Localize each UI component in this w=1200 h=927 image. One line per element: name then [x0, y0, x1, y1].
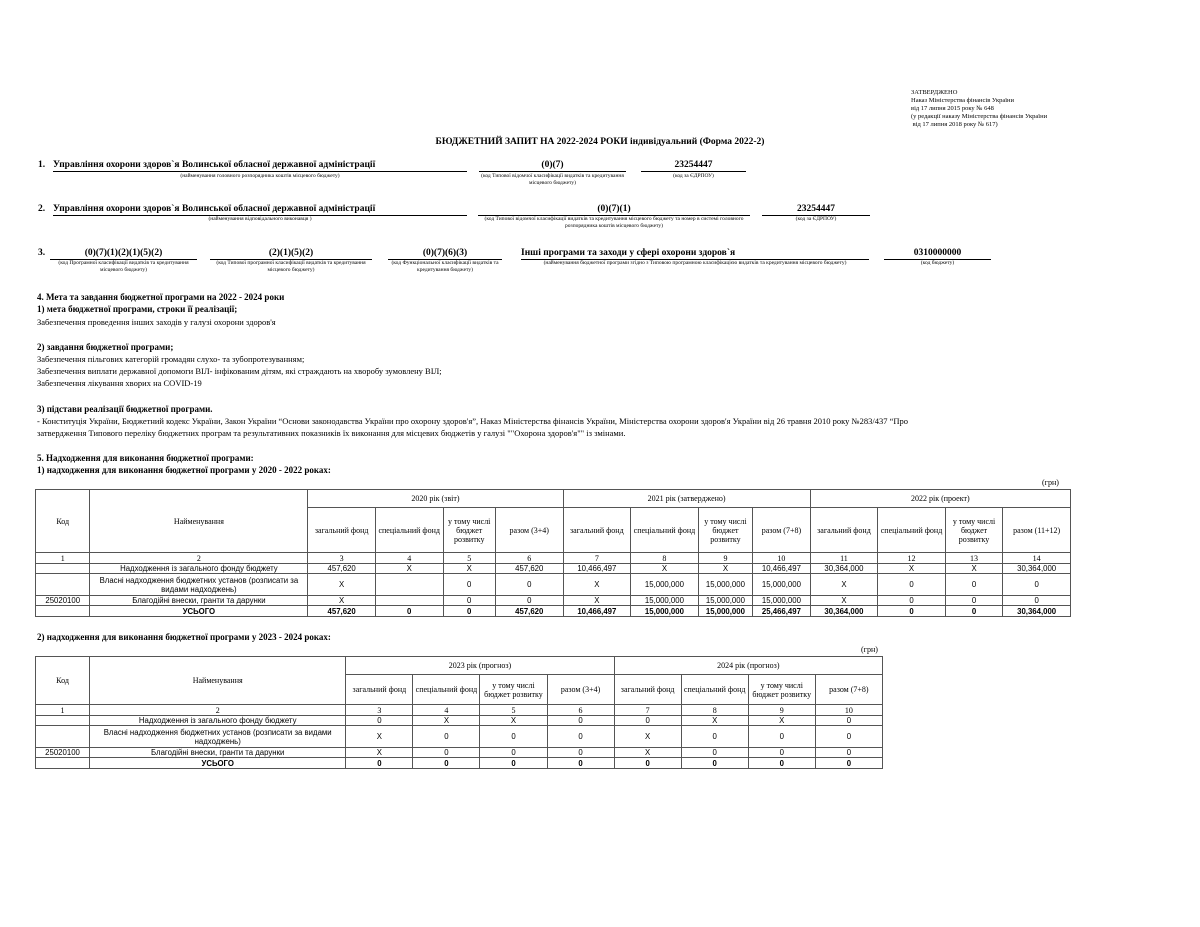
table-cell: X: [681, 716, 748, 726]
field2-number: 2.: [38, 204, 46, 214]
total-cell: 15,000,000: [698, 606, 752, 617]
field1-code: (0)(7): [479, 159, 626, 172]
column-index: 7: [563, 553, 631, 564]
total-cell: 457,620: [308, 606, 376, 617]
table-cell: 0: [614, 716, 681, 726]
approval-block: [911, 89, 1091, 129]
field2-name-caption: (найменування відповідального виконавця ): [208, 216, 312, 222]
column-subheader: у тому числі бюджет розвитку: [748, 675, 815, 705]
table-cell: 457,620: [495, 564, 563, 574]
column-subheader: спеціальний фонд: [878, 508, 946, 553]
table-cell: [36, 726, 90, 748]
table-row: [36, 726, 883, 748]
section4-heading: 4. Мета та завдання бюджетної програми на 2022 - 2024 роки: [37, 292, 285, 302]
table-cell: Власні надходження бюджетних установ (розписати за видами надходжень): [90, 726, 346, 748]
column-index: 3: [346, 705, 413, 716]
field3-program-name: Інші програми та заходи у сфері охорони здоров`я: [521, 247, 869, 260]
column-subheader: у тому числі бюджет розвитку: [443, 508, 495, 553]
column-index: 11: [810, 553, 878, 564]
column-index: 6: [547, 705, 614, 716]
table-index-row: [36, 553, 1071, 564]
total-cell: 0: [614, 758, 681, 769]
total-cell: [36, 758, 90, 769]
table-cell: X: [480, 716, 547, 726]
col-code-header: Код: [36, 490, 90, 553]
column-subheader: спеціальний фонд: [681, 675, 748, 705]
table-cell: 0: [1003, 574, 1071, 596]
year-header: 2023 рік (прогноз): [346, 657, 614, 675]
column-index: 9: [698, 553, 752, 564]
task-item: Забезпечення виплати державної допомоги ВІЛ- інфікованим дітям, які страждають на хворобу зумовлену ВІЛ;: [37, 366, 442, 376]
column-index: 8: [681, 705, 748, 716]
column-index: 1: [36, 553, 90, 564]
table-cell: 15,000,000: [631, 574, 699, 596]
table-cell: 15,000,000: [698, 596, 752, 606]
total-cell: 0: [878, 606, 946, 617]
table-header-row: [36, 657, 883, 675]
column-index: 5: [480, 705, 547, 716]
column-index: 5: [443, 553, 495, 564]
column-subheader: спеціальний фонд: [631, 508, 699, 553]
column-subheader: у тому числі бюджет розвитку: [480, 675, 547, 705]
total-cell: 0: [413, 758, 480, 769]
table-cell: 10,466,497: [563, 564, 631, 574]
field3-typical-code: (2)(1)(5)(2): [210, 247, 372, 260]
column-subheader: загальний фонд: [563, 508, 631, 553]
total-cell: 0: [480, 758, 547, 769]
table-row: [36, 748, 883, 758]
table-cell: X: [614, 748, 681, 758]
field1-edrpou: 23254447: [641, 159, 746, 172]
table-cell: [36, 716, 90, 726]
table-cell: 0: [547, 726, 614, 748]
table-cell: 10,466,497: [753, 564, 810, 574]
column-index: 10: [815, 705, 882, 716]
total-cell: 0: [815, 758, 882, 769]
table-cell: X: [945, 564, 1002, 574]
total-cell: 30,364,000: [1003, 606, 1071, 617]
year-header: 2022 рік (проект): [810, 490, 1070, 508]
approval-line: ЗАТВЕРДЖЕНО: [911, 89, 958, 96]
field3-program-code: (0)(7)(1)(2)(1)(5)(2): [50, 247, 197, 260]
table-cell: Благодійні внески, гранти та дарунки: [90, 596, 308, 606]
table-cell: X: [810, 596, 878, 606]
table-cell: 0: [480, 748, 547, 758]
column-index: 4: [375, 553, 443, 564]
table-cell: 15,000,000: [631, 596, 699, 606]
section5-heading: 5. Надходження для виконання бюджетної програми:: [37, 453, 254, 463]
section5-sub2-heading: 2) надходження для виконання бюджетної програми у 2023 - 2024 роках:: [37, 632, 331, 642]
table-total-row: [36, 758, 883, 769]
table-cell: 0: [815, 748, 882, 758]
total-cell: 10,466,497: [563, 606, 631, 617]
table-cell: 0: [681, 748, 748, 758]
column-index: 9: [748, 705, 815, 716]
table-header-row: [36, 490, 1071, 508]
table-cell: 25020100: [36, 748, 90, 758]
column-subheader: спеціальний фонд: [375, 508, 443, 553]
year-header: 2020 рік (звіт): [308, 490, 563, 508]
column-index: 4: [413, 705, 480, 716]
table-cell: X: [563, 596, 631, 606]
total-cell: 15,000,000: [631, 606, 699, 617]
field2-edrpou: 23254447: [762, 203, 870, 216]
table-cell: 0: [1003, 596, 1071, 606]
column-subheader: разом (7+8): [753, 508, 810, 553]
total-cell: 25,466,497: [753, 606, 810, 617]
table-cell: X: [375, 564, 443, 574]
table-cell: 0: [495, 574, 563, 596]
column-index: 7: [614, 705, 681, 716]
total-cell: 457,620: [495, 606, 563, 617]
table-cell: X: [631, 564, 699, 574]
table-cell: 15,000,000: [698, 574, 752, 596]
total-cell: 30,364,000: [810, 606, 878, 617]
column-index: 12: [878, 553, 946, 564]
year-header: 2024 рік (прогноз): [614, 657, 882, 675]
table-cell: 30,364,000: [810, 564, 878, 574]
table-cell: 0: [547, 716, 614, 726]
table-cell: 0: [748, 748, 815, 758]
table-cell: 0: [815, 726, 882, 748]
total-cell: [36, 606, 90, 617]
column-index: 10: [753, 553, 810, 564]
field1-number: 1.: [38, 160, 46, 170]
table-cell: X: [698, 564, 752, 574]
total-cell: УСЬОГО: [90, 758, 346, 769]
column-subheader: спеціальний фонд: [413, 675, 480, 705]
field3-budget-code-caption: (код бюджету): [920, 260, 955, 266]
goal-heading: 1) мета бюджетної програми, строки її реалізації;: [37, 304, 238, 314]
section5-sub1-heading: 1) надходження для виконання бюджетної програми у 2020 - 2022 роках:: [37, 465, 331, 475]
table-cell: X: [346, 726, 413, 748]
column-index: 6: [495, 553, 563, 564]
table-cell: 0: [815, 716, 882, 726]
column-subheader: у тому числі бюджет розвитку: [698, 508, 752, 553]
column-subheader: разом (7+8): [815, 675, 882, 705]
document-title: БЮДЖЕТНИЙ ЗАПИТ НА 2022-2024 РОКИ індивідуальний (Форма 2022-2): [435, 137, 765, 147]
field3-typical-code-caption: (код Типової програмної класифікації видатків та кредитування місцевого бюджету): [216, 260, 366, 273]
approval-line: від 17 липня 2015 року № 648: [911, 105, 994, 112]
receipts-table-2020-2022: [35, 489, 1071, 617]
year-header: 2021 рік (затверджено): [563, 490, 810, 508]
table-cell: 0: [748, 726, 815, 748]
table-cell: Надходження із загального фонду бюджету: [90, 716, 346, 726]
table-cell: X: [308, 574, 376, 596]
field3-functional-code-caption: (код Функціональної класифікації видатків та кредитування бюджету): [391, 260, 499, 273]
column-index: 13: [945, 553, 1002, 564]
table-row: [36, 574, 1071, 596]
table-cell: X: [413, 716, 480, 726]
col-name-header: Найменування: [90, 490, 308, 553]
task-item: Забезпечення пільгових категорій громадян слухо- та зубопротезуванням;: [37, 354, 305, 364]
table-index-row: [36, 705, 883, 716]
goal-text: Забезпечення проведення інших заходів у галузі охорони здоров'я: [37, 317, 276, 327]
total-cell: 0: [748, 758, 815, 769]
receipts-table-2023-2024: [35, 656, 883, 769]
field1-edrpou-caption: (код за ЄДРПОУ): [673, 173, 714, 179]
table-cell: [375, 596, 443, 606]
column-subheader: загальний фонд: [308, 508, 376, 553]
approval-line: Наказ Міністерства фінансів України: [911, 97, 1014, 104]
approval-line: від 17 липня 2018 року № 617): [911, 121, 998, 128]
field2-code-caption: (код Типової відомчої класифікації видатків та кредитування місцевого бюджету та номер в системі головного розпорядника коштів місцевого бюджету): [484, 216, 744, 229]
total-cell: 0: [681, 758, 748, 769]
column-subheader: загальний фонд: [614, 675, 681, 705]
column-index: 8: [631, 553, 699, 564]
approval-line: (у редакції наказу Міністерства фінансів України: [911, 113, 1048, 120]
total-cell: 0: [443, 606, 495, 617]
table-cell: 457,620: [308, 564, 376, 574]
table-cell: Власні надходження бюджетних установ (розписати за видами надходжень): [90, 574, 308, 596]
table-cell: X: [810, 574, 878, 596]
table-cell: 30,364,000: [1003, 564, 1071, 574]
field2-code: (0)(7)(1): [478, 203, 750, 216]
table-cell: 0: [495, 596, 563, 606]
field3-program-code-caption: (код Програмної класифікації видатків та кредитування місцевого бюджету): [58, 260, 189, 273]
table-cell: X: [748, 716, 815, 726]
total-cell: 0: [375, 606, 443, 617]
column-subheader: разом (11+12): [1003, 508, 1071, 553]
field1-name-caption: (найменування головного розпорядника коштів місцевого бюджету): [180, 173, 340, 179]
field3-functional-code: (0)(7)(6)(3): [388, 247, 502, 260]
column-index: 2: [90, 705, 346, 716]
column-index: 1: [36, 705, 90, 716]
col-code-header: Код: [36, 657, 90, 705]
table2-unit: (грн): [861, 645, 878, 654]
table-cell: X: [878, 564, 946, 574]
column-subheader: разом (3+4): [495, 508, 563, 553]
table-cell: 0: [443, 596, 495, 606]
table-cell: 0: [878, 574, 946, 596]
table-cell: X: [443, 564, 495, 574]
table-row: [36, 716, 883, 726]
field1-name: Управління охорони здоров`я Волинської обласної державної адміністрації: [53, 159, 467, 172]
total-cell: 0: [346, 758, 413, 769]
table-cell: 0: [681, 726, 748, 748]
column-index: 3: [308, 553, 376, 564]
table-cell: [36, 564, 90, 574]
basis-text: затвердження Типового переліку бюджетних програм та результативних показників їх виконання для місцевих бюджетів у галузі ""Охорона здоров'я"" із змінами.: [37, 428, 626, 438]
table1-unit: (грн): [1042, 478, 1059, 487]
table-cell: X: [308, 596, 376, 606]
table-row: [36, 564, 1071, 574]
column-subheader: разом (3+4): [547, 675, 614, 705]
table-cell: 0: [413, 726, 480, 748]
table-cell: [375, 574, 443, 596]
table-cell: 0: [480, 726, 547, 748]
table-cell: 15,000,000: [753, 596, 810, 606]
table-cell: X: [563, 574, 631, 596]
basis-heading: 3) підстави реалізації бюджетної програми.: [37, 404, 213, 414]
table-cell: 0: [413, 748, 480, 758]
field3-budget-code: 0310000000: [884, 247, 991, 260]
column-subheader: загальний фонд: [810, 508, 878, 553]
table-cell: 0: [945, 574, 1002, 596]
total-cell: 0: [945, 606, 1002, 617]
table-cell: 0: [443, 574, 495, 596]
field3-program-name-caption: (найменування бюджетної програми згідно з Типовою програмною класифікацією видатків та кредитування місцевого бюджету): [543, 260, 847, 266]
field1-code-caption: (код Типової відомчої класифікації видатків та кредитування місцевого бюджету): [481, 173, 624, 186]
total-cell: УСЬОГО: [90, 606, 308, 617]
tasks-heading: 2) завдання бюджетної програми;: [37, 342, 174, 352]
col-name-header: Найменування: [90, 657, 346, 705]
column-index: 14: [1003, 553, 1071, 564]
table-cell: 15,000,000: [753, 574, 810, 596]
table-cell: 0: [945, 596, 1002, 606]
field2-name: Управління охорони здоров`я Волинської обласної державної адміністрації: [53, 203, 467, 216]
table-cell: 25020100: [36, 596, 90, 606]
table-cell: [36, 574, 90, 596]
table-cell: 0: [547, 748, 614, 758]
column-subheader: у тому числі бюджет розвитку: [945, 508, 1002, 553]
table-cell: Благодійні внески, гранти та дарунки: [90, 748, 346, 758]
table-cell: Надходження із загального фонду бюджету: [90, 564, 308, 574]
table-cell: X: [614, 726, 681, 748]
table-row: [36, 596, 1071, 606]
table-cell: X: [346, 748, 413, 758]
column-index: 2: [90, 553, 308, 564]
total-cell: 0: [547, 758, 614, 769]
field2-edrpou-caption: (код за ЄДРПОУ): [795, 216, 837, 222]
task-item: Забезпечення лікування хворих на COVID-19: [37, 378, 202, 388]
field3-number: 3.: [38, 248, 46, 258]
table-cell: 0: [878, 596, 946, 606]
table-cell: 0: [346, 716, 413, 726]
table-total-row: [36, 606, 1071, 617]
basis-text: - Конституція України, Бюджетний кодекс України, Закон України “Основи законодавства України про охорону здоров'я”, Наказ Міністерства фінансів України, Міністерства охорони здоров'я України від 26 травня 2010 року №283/437 “Про: [37, 416, 909, 426]
column-subheader: загальний фонд: [346, 675, 413, 705]
